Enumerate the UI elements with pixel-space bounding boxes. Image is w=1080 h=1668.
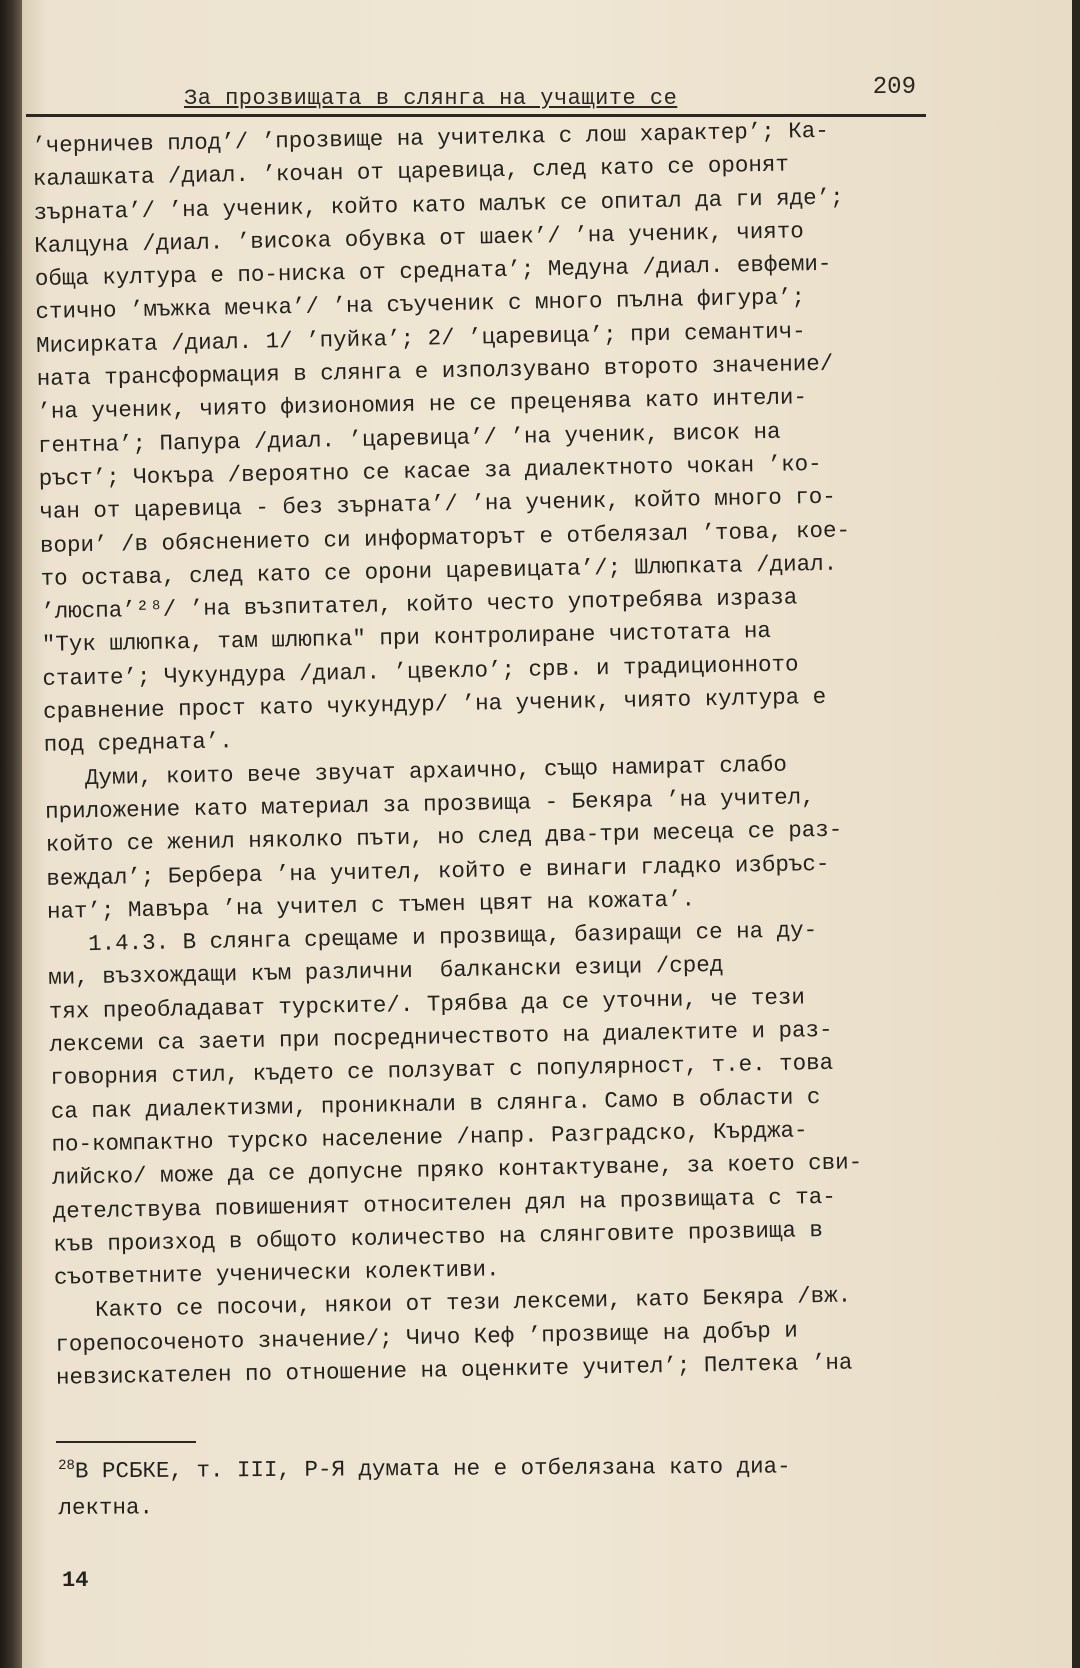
text-line: 1.4.3. В слянга срещаме и прозвища, базиращи се на ду- <box>47 917 818 958</box>
text-line: обща култура е по-ниска от средната’; Медуна /диал. евфеми- <box>34 250 832 293</box>
text-line: детелствува повишеният относителен дял на прозвищата с та- <box>52 1183 837 1225</box>
text-line: ната трансформация в слянга е използувано второто значение/ <box>36 350 834 393</box>
running-title: За прозвищата в слянга на учащите се <box>184 86 678 111</box>
text-line: който се женил няколко пъти, но след два-три месеца се раз- <box>45 816 843 859</box>
text-line: сравнение прост като чукундур/ ’на ученик, чиято култура е <box>42 683 827 725</box>
text-line: то остава, след като се орони царевицата’/; Шлюпката /диал. <box>40 550 838 592</box>
text-line: зърната’/ ’на ученик, който като малък се опитал да ги яде’; <box>33 184 844 226</box>
footnote-text: В РСБКЕ, т. III, Р-Я думата не е отбелязана като диа- <box>74 1453 791 1485</box>
text-line: лийско/ може да се допусне пряко контактуване, за което сви- <box>51 1149 863 1192</box>
body-text <box>32 113 966 1396</box>
text-line: ’на ученик, чиято физиономия не се преценява като интели- <box>37 384 808 426</box>
text-line: приложение като материал за прозвища - Бекяра ’на учител, <box>44 784 815 825</box>
text-line: съответните ученически колективи. <box>53 1256 500 1291</box>
footnote <box>58 1442 959 1526</box>
text-line: стаите’; Чукундура /диал. ’цвекло’; срв. и традиционното <box>42 651 799 692</box>
page-header <box>26 72 926 117</box>
text-line: ’люспа’²⁸/ ’на възпитател, който често употребява израза <box>41 584 798 626</box>
text-line: стично ’мъжка мечка’/ ’на съученик с много пълна фигура’; <box>35 284 806 326</box>
text-line: ми, възхождащи към различни балкански езици /сред <box>48 952 724 992</box>
text-line: тях преобладават турските/. Трябва да се уточни, че тези <box>48 984 806 1025</box>
text-line: Калцуна /диал. ’висока обувка от шаек’/ ’на ученик, чиято <box>33 218 804 259</box>
text-line: горепосоченото значение/; Чичо Кеф ’прозвище на добър и <box>55 1317 799 1358</box>
text-line: веждал’; Бербера ’на учител, който е винаги гладко избръс- <box>46 850 830 892</box>
text-line: "Тук шлюпка, там шлюпка" при контролиране чистотата на <box>41 618 772 659</box>
text-line: говорния стил, където се ползуват с популярност, т.е. това <box>49 1050 834 1092</box>
text-line: Както се посочи, някои от тези лексеми, като Бекяра /вж. <box>54 1282 852 1325</box>
text-line: вори’ /в обяснението си информаторът е отбелязал ’това, кое- <box>39 516 851 559</box>
text-line: по-компактно турско население /напр. Разградско, Кърджа- <box>51 1117 808 1158</box>
text-line: лексеми са заети при посредничеството на диалектите и раз- <box>49 1016 833 1058</box>
text-line: ръст’; Чокъра /вероятно се касае за диалектното чокан ’ко- <box>38 450 822 492</box>
text-line: Думи, които вече звучат архаично, също намират слабо <box>44 751 788 792</box>
book-spine-shadow <box>0 0 22 1668</box>
text-line: ’черничев плод’/ ’прозвище на учителка с лош характер’; Ка- <box>32 117 830 159</box>
text-line: са пак диалектизми, проникнали в слянга. Само в области с <box>50 1083 821 1125</box>
text-line: невзискателен по отношение на оценките учител’; Пелтека ’на <box>55 1349 853 1391</box>
page-number: 209 <box>872 74 916 101</box>
folio-number: 14 <box>62 1568 89 1593</box>
footnote-divider <box>56 1441 196 1443</box>
text-line: Мисирката /диал. 1/ ’пуйка’; 2/ ’царевица’; при семантич- <box>35 317 806 359</box>
text-line: калашката /диал. ’кочан от царевица, след като се оронят <box>32 151 790 193</box>
text-line: нат’; Мавъра ’на учител с тъмен цвят на кожата’. <box>46 886 696 925</box>
footnote-text-continued: лектна. <box>58 1493 154 1521</box>
text-line: под средната’. <box>43 728 234 759</box>
text-line: къв произход в общото количество на слянговите прозвища в <box>53 1216 824 1258</box>
footnote-marker: 28 <box>58 1457 75 1474</box>
text-line: гентна’; Папура /диал. ’царевица’/ ’на ученик, висок на <box>37 418 781 459</box>
text-line: чан от царевица - без зърната’/ ’на ученик, който много го- <box>39 483 837 526</box>
